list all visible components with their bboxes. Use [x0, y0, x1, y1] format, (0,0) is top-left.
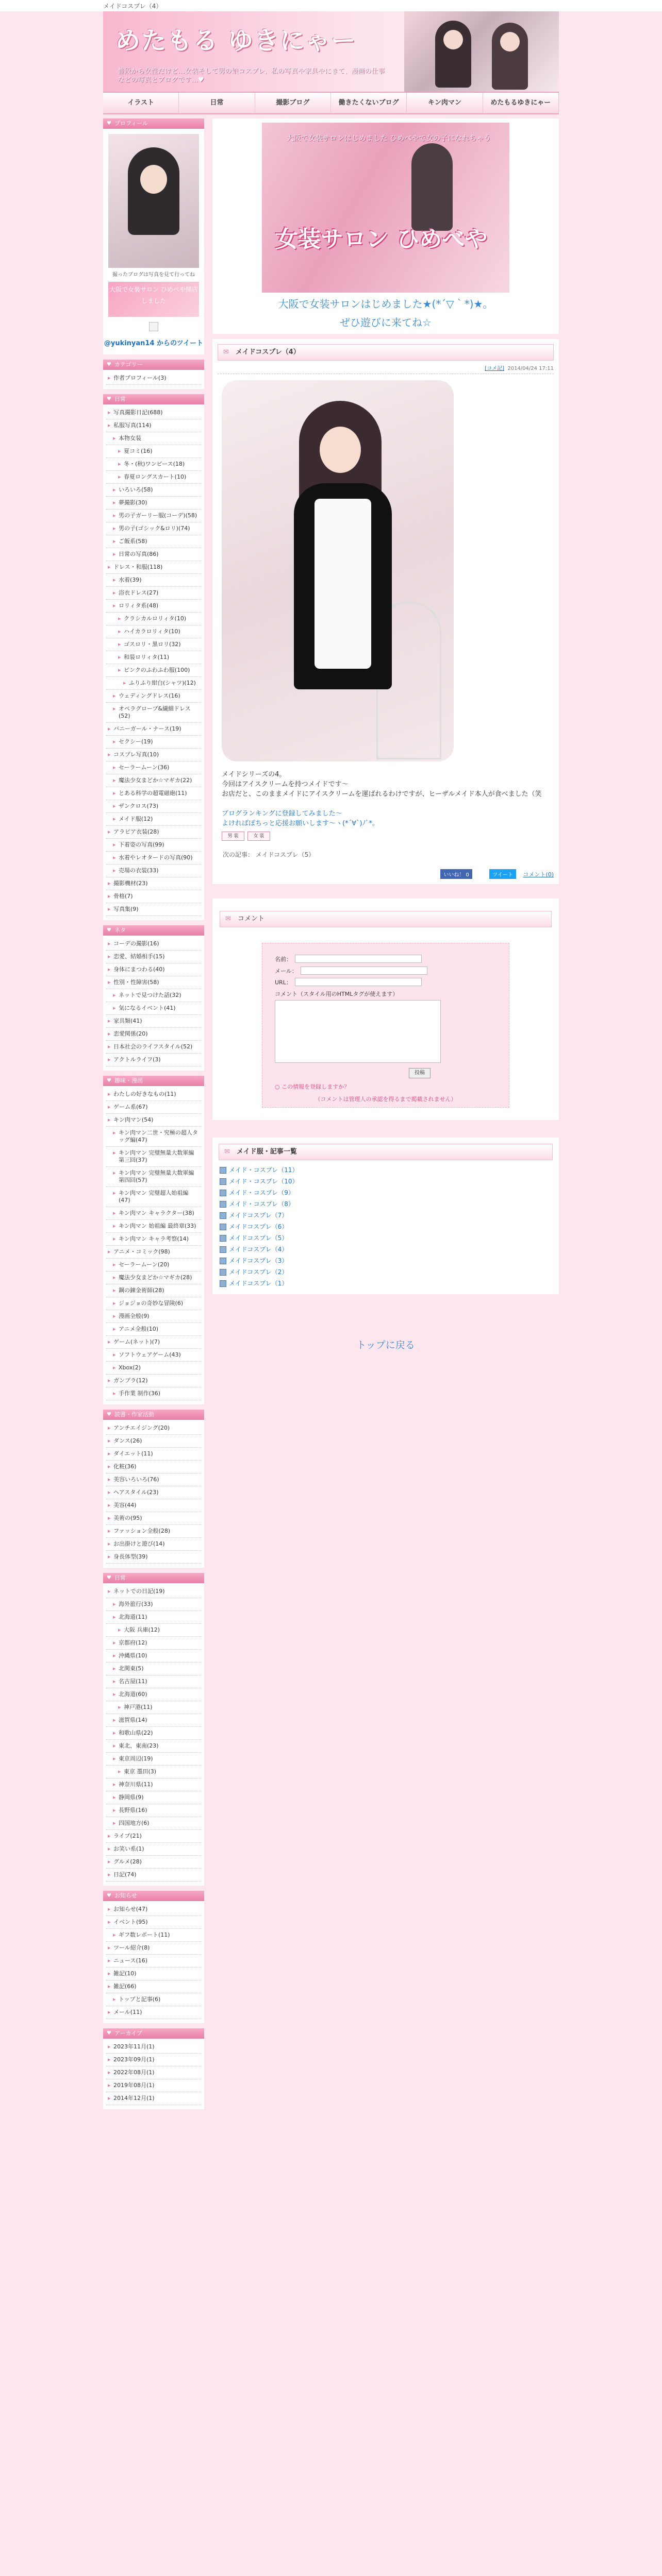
sidebar-item[interactable]: ▸ クラシカルロリィタ(10)	[106, 613, 201, 625]
sidebar-item[interactable]: ▸ 大阪 兵庫(12)	[106, 1624, 201, 1637]
sidebar-item[interactable]: ▸ グルメ(28)	[106, 1856, 201, 1869]
sidebar-item[interactable]: ▸ 下着姿の写真(99)	[106, 839, 201, 852]
sidebar-item[interactable]: ▸ ザンクロス(73)	[106, 800, 201, 813]
related-heading: ✉ メイド服・記事一覧	[219, 1144, 553, 1160]
comment-link[interactable]: [コメ記]	[485, 366, 504, 371]
ranking-line-1[interactable]: ブログランキングに登録してみました〜	[222, 810, 342, 818]
profile-heading: ♥ プロフィール	[103, 118, 204, 129]
url-input[interactable]	[295, 978, 422, 986]
share-bar	[218, 869, 554, 879]
twitter-widget-link[interactable]: @yukinyan14 からのツイート	[104, 340, 204, 347]
sidebar-item[interactable]: ▸ 男の子(ゴシック&ロリ)(74)	[106, 522, 201, 535]
sidebar-item[interactable]: ▸ 京都府(12)	[106, 1637, 201, 1650]
sidebar-item[interactable]: ▸ ふりふり紺白(シャツ)(12)	[106, 677, 201, 690]
sidebar-item[interactable]: ▸ ロリィタ系(48)	[106, 600, 201, 613]
sidebar-box	[103, 2028, 204, 2109]
nav-item-kinnikuman[interactable]: キン肉マン	[407, 93, 483, 113]
sidebar-box	[103, 1573, 204, 1886]
post-line: メイドシリーズの4。	[222, 771, 286, 778]
sidebar-item[interactable]: ▸ 海外旅行(33)	[106, 1598, 201, 1611]
url-label: URL：	[275, 979, 292, 986]
sidebar-item[interactable]: ▸ ご飯系(58)	[106, 535, 201, 548]
sidebar-box-heading: ♥ ネタ	[103, 925, 204, 936]
sidebar-item[interactable]: ▸ 長野県(16)	[106, 1804, 201, 1817]
related-post-link[interactable]: メイドコスプレ（3）	[219, 1256, 553, 1265]
post-line: 今回はアイスクリームを持つメイドです〜	[222, 781, 349, 788]
sidebar-item[interactable]: ▸ 日記(74)	[106, 1869, 201, 1882]
header-photo	[404, 11, 559, 92]
sidebar-item[interactable]: ▸ ゴスロリ・黒ロリ(32)	[106, 638, 201, 651]
sidebar-item[interactable]: ▸ 2022年08月(1)	[106, 2066, 201, 2079]
sidebar-item[interactable]: ▸ ギフ数レポート(11)	[106, 1929, 201, 1942]
site-header	[103, 11, 559, 93]
salon-ad-subtitle: 大阪で女装サロンはじめました ひめべやで女の子になれちゃう	[286, 134, 491, 143]
comment-form	[262, 943, 509, 1108]
sidebar-item[interactable]: ▸ ピンクのふわふわ服(100)	[106, 664, 201, 677]
sidebar-item[interactable]: ▸ ガンプラ(12)	[106, 1375, 201, 1387]
sidebar-item[interactable]: ▸ 2023年11月(1)	[106, 2041, 201, 2054]
sidebar-item[interactable]: ▸ コスプレ写真(10)	[106, 749, 201, 761]
sidebar-item[interactable]: ▸ 2019年08月(1)	[106, 2079, 201, 2092]
post-title[interactable]: ✉ メイドコスプレ（4）	[218, 344, 554, 361]
related-post-link[interactable]: メイドコスプレ（1）	[219, 1279, 553, 1288]
related-list-box	[212, 1138, 559, 1294]
sidebar-item[interactable]: ▸ キン肉マン キャラ考察(14)	[106, 1233, 201, 1246]
sidebar-item[interactable]: ▸ 作者プロフィール(3)	[106, 372, 201, 385]
sidebar-item[interactable]: ▸ アニメ全般(10)	[106, 1323, 201, 1336]
comment-box	[212, 899, 559, 1120]
salon-banner[interactable]: 大阪で女装サロン ひめべや開店しました	[108, 282, 199, 317]
sidebar-box	[103, 1076, 204, 1404]
sidebar-item[interactable]: ▸ ライブ(21)	[106, 1830, 201, 1843]
sidebar-item[interactable]: ▸ 性別・性障害(58)	[106, 976, 201, 989]
sidebar-box-heading: ♥ カテゴリー	[103, 360, 204, 370]
sidebar-item[interactable]: ▸ 鋼の錬金術師(28)	[106, 1284, 201, 1297]
sidebar-box-heading: ♥ 趣味・漫画	[103, 1076, 204, 1086]
sidebar-item[interactable]: ▸ キン肉マン 完璧超人始祖編(47)	[106, 1187, 201, 1207]
nav-item-daily[interactable]: 日常	[179, 93, 255, 113]
global-nav	[103, 93, 559, 114]
sidebar-item[interactable]: ▸ 売場の衣装(33)	[106, 865, 201, 877]
sidebar-item[interactable]: ▸ 美容いろいろ(76)	[106, 1473, 201, 1486]
sidebar-item[interactable]: ▸ バニーガール・ナース(19)	[106, 723, 201, 736]
sidebar-box	[103, 1891, 204, 2023]
sidebar-item[interactable]: ▸ 浴衣ドレス(27)	[106, 587, 201, 600]
sidebar-item[interactable]: ▸ 2014年12月(1)	[106, 2092, 201, 2105]
sidebar-item[interactable]: ▸ 恋愛、結婚相手(15)	[106, 951, 201, 963]
site-logo[interactable]: めたもる ゆきにゃー	[115, 26, 357, 55]
sidebar-item[interactable]: ▸ いろいろ(58)	[106, 484, 201, 497]
broken-image-icon	[149, 322, 158, 331]
salon-ad-image[interactable]	[262, 123, 509, 293]
ranking-line-2[interactable]: よければぽちっと応援お願いします〜ヽ(*´∀`)ﾉﾞ*｡	[222, 820, 376, 827]
sidebar-item[interactable]: ▸ アニメ・コミック(98)	[106, 1246, 201, 1259]
sidebar-item[interactable]: ▸ ウェディングドレス(16)	[106, 690, 201, 703]
sidebar-item[interactable]: ▸ お笑い系(1)	[106, 1843, 201, 1856]
blog-post	[212, 339, 559, 884]
sidebar-item[interactable]: ▸ キン肉マン 完璧無量大数軍編 第三回(37)	[106, 1147, 201, 1167]
sidebar-item[interactable]: ▸ アラビア衣装(28)	[106, 826, 201, 839]
sidebar-item[interactable]: ▸ わたしの好きなもの(11)	[106, 1088, 201, 1101]
salon-ad[interactable]	[212, 118, 559, 334]
sidebar-item[interactable]: ▸ 日常の写真(86)	[106, 548, 201, 561]
sidebar-item[interactable]: ▸ 身体にまつわる(40)	[106, 963, 201, 976]
sidebar-item[interactable]: ▸ 写真集(9)	[106, 903, 201, 916]
sidebar-item[interactable]: ▸ 東京周辺(19)	[106, 1753, 201, 1766]
profile-caption: 撮ったブログは写真を見て行ってね	[112, 272, 195, 278]
sidebar-box	[103, 925, 204, 1071]
sidebar-item[interactable]: ▸ ツール紹介(8)	[106, 1942, 201, 1955]
salon-ad-text-1[interactable]: 大阪で女装サロンはじめました★(*´▽｀*)★。	[278, 298, 493, 310]
sidebar-item[interactable]: ▸ 身長体型(39)	[106, 1551, 201, 1564]
sidebar-item[interactable]: ▸ 北関東(5)	[106, 1663, 201, 1675]
sidebar-item[interactable]: ▸ 北海道(11)	[106, 1611, 201, 1624]
sidebar-item[interactable]: ▸ ニュース(16)	[106, 1955, 201, 1968]
browser-tab-strip	[0, 0, 662, 11]
moderation-note: （コメントは管理人の承認を得るまで掲載されません）	[315, 1095, 457, 1103]
sidebar-item[interactable]: ▸ 和装ロリィタ(11)	[106, 651, 201, 664]
sidebar-item[interactable]: ▸ 東北、東南(23)	[106, 1740, 201, 1753]
sidebar-item[interactable]: ▸ 夏コミ(16)	[106, 445, 201, 458]
sidebar-item[interactable]: ▸ 写真撮影日記(688)	[106, 406, 201, 419]
sidebar-item[interactable]: ▸ ゲーム系(67)	[106, 1101, 201, 1114]
nav-item-photo-blog[interactable]: 撮影ブログ	[255, 93, 331, 113]
sidebar-item[interactable]: ▸ ネットで見つけた話(32)	[106, 989, 201, 1002]
related-post-link[interactable]: メイドコスプレ（7）	[219, 1211, 553, 1220]
sidebar-box	[103, 1410, 204, 1568]
sidebar-item[interactable]: ▸ ソフトウェアゲーム(43)	[106, 1349, 201, 1362]
tweet-button[interactable]: ツイート	[489, 869, 516, 879]
sidebar-item[interactable]: ▸ お知らせ(47)	[106, 1903, 201, 1916]
related-post-link[interactable]: メイド・コスプレ（11）	[219, 1165, 553, 1175]
sidebar-item[interactable]: ▸ 漫画全般(9)	[106, 1310, 201, 1323]
nav-item-metamoru[interactable]: めたもるゆきにゃー	[483, 93, 559, 113]
sidebar-box-heading: ♥ お知らせ	[103, 1891, 204, 1901]
related-post-link[interactable]: メイドコスプレ（4）	[219, 1245, 553, 1254]
salon-ad-title: 女装サロン ひめべや	[275, 226, 488, 252]
sidebar-item[interactable]: ▸ 神奈川県(11)	[106, 1778, 201, 1791]
sidebar-item[interactable]: ▸ 春夏ロングスカート(10)	[106, 471, 201, 484]
sidebar-item[interactable]: ▸ お出掛けと遊び(14)	[106, 1538, 201, 1551]
related-list	[219, 1165, 553, 1288]
sidebar-item[interactable]: ▸ キン肉マン キャラクター(38)	[106, 1207, 201, 1220]
sidebar-item[interactable]: ▸ 本物女装	[106, 432, 201, 445]
post-date: 2014/04/24 17:11	[507, 366, 554, 371]
sidebar-item[interactable]: ▸ ゲーム(ネット)(7)	[106, 1336, 201, 1349]
sidebar-item[interactable]: ▸ セーラームーン(20)	[106, 1259, 201, 1272]
sidebar-item[interactable]: ▸ 魔法少女まどか☆マギカ(22)	[106, 774, 201, 787]
sidebar-box-heading: ♥ 読書・作家活動	[103, 1410, 204, 1420]
sidebar-item[interactable]: ▸ アンチエイジング(20)	[106, 1422, 201, 1435]
sidebar-item[interactable]: ▸ 東京 墨田(3)	[106, 1766, 201, 1778]
page-wrapper	[103, 11, 559, 114]
sidebar-item[interactable]: ▸ 化粧(36)	[106, 1461, 201, 1473]
name-label: 名前：	[275, 956, 292, 963]
nav-item-illust[interactable]: イラスト	[103, 93, 179, 113]
sidebar-box	[103, 394, 204, 920]
next-post	[223, 850, 554, 859]
sidebar-item[interactable]: ▸ ダイエット(11)	[106, 1448, 201, 1461]
sidebar-item[interactable]: ▸ 恋愛関係(20)	[106, 1028, 201, 1041]
salon-ad-text-2[interactable]: ぜひ遊びに来てね☆	[340, 316, 432, 329]
related-post-link[interactable]: メイド・コスプレ（10）	[219, 1177, 553, 1186]
sidebar-item[interactable]: ▸ キン肉マン 始祖編 最終章(33)	[106, 1220, 201, 1233]
name-input[interactable]	[295, 955, 422, 963]
related-post-link[interactable]: メイドコスプレ（2）	[219, 1267, 553, 1277]
sidebar-item[interactable]: ▸ ドレス・和服(118)	[106, 561, 201, 574]
sidebar-item[interactable]: ▸ 神戸港(11)	[106, 1701, 201, 1714]
sidebar-item[interactable]: ▸ キン肉マン 完璧無量大数軍編 第四回(57)	[106, 1167, 201, 1187]
ranking-badge-male[interactable]: 男 装	[222, 832, 244, 841]
sidebar-item[interactable]: ▸ 雑記(66)	[106, 1980, 201, 1993]
back-to-top-link[interactable]: トップに戻る	[356, 1340, 415, 1351]
sidebar-item[interactable]: ▸ 家具類(41)	[106, 1015, 201, 1028]
sidebar-item[interactable]: ▸ ヘアスタイル(23)	[106, 1486, 201, 1499]
sidebar-item[interactable]: ▸ 四国地方(6)	[106, 1817, 201, 1830]
related-post-link[interactable]: メイドコスプレ（6）	[219, 1222, 553, 1231]
sidebar-item[interactable]: ▸ 水着(39)	[106, 574, 201, 587]
sidebar-box-heading: ♥ 日常	[103, 394, 204, 404]
sidebar-item[interactable]: ▸ イベント(95)	[106, 1916, 201, 1929]
next-post-prefix: 次の記事：	[223, 851, 254, 858]
post-photo[interactable]	[222, 380, 454, 761]
related-post-link[interactable]: メイド・コスプレ（9）	[219, 1188, 553, 1197]
sidebar-item[interactable]: ▸ 気になるイベント(41)	[106, 1002, 201, 1015]
sidebar-item[interactable]: ▸ 名古屋(11)	[106, 1675, 201, 1688]
sidebar-item[interactable]: ▸ 静岡県(9)	[106, 1791, 201, 1804]
next-post-link[interactable]: メイドコスプレ（5）	[255, 851, 315, 858]
main-column	[212, 118, 559, 1351]
sidebar-item[interactable]: ▸ キン肉マン二世・究極の超人タッグ編(47)	[106, 1127, 201, 1147]
sidebar-item[interactable]: ▸ ハイカラロリィタ(10)	[106, 625, 201, 638]
comment-textarea[interactable]	[275, 1000, 441, 1063]
sidebar-item[interactable]: ▸ 男の子ガーリー服(コーデ)(58)	[106, 510, 201, 522]
related-post-link[interactable]: メイド・コスプレ（8）	[219, 1199, 553, 1209]
sidebar-item[interactable]: ▸ 魔法少女まどか☆マギカ(28)	[106, 1272, 201, 1284]
sidebar-item[interactable]: ▸ メール(11)	[106, 2006, 201, 2019]
related-post-link[interactable]: メイドコスプレ（5）	[219, 1233, 553, 1243]
nav-item-work-blog[interactable]: 働きたくないブログ	[331, 93, 407, 113]
profile-box	[103, 118, 204, 354]
left-sidebar	[103, 118, 204, 2114]
sidebar-item[interactable]: ▸ 冬・(秋)ワンピース(18)	[106, 458, 201, 471]
sidebar-item[interactable]: ▸ メイド服(12)	[106, 813, 201, 826]
sidebar-item[interactable]: ▸ ファッション全般(28)	[106, 1525, 201, 1538]
remember-checkbox[interactable]: ○ この情報を登録しますか？	[275, 1083, 350, 1090]
sidebar-item[interactable]: ▸ ネットでの日記(19)	[106, 1585, 201, 1598]
mail-input[interactable]	[301, 967, 427, 975]
sidebar-item[interactable]: ▸ 雑記(10)	[106, 1968, 201, 1980]
sidebar-item[interactable]: ▸ 2023年09月(1)	[106, 2054, 201, 2066]
sidebar-item[interactable]: ▸ コーデの撮影(16)	[106, 938, 201, 951]
sidebar-item[interactable]: ▸ 美容(44)	[106, 1499, 201, 1512]
sidebar-item[interactable]: ▸ ダンス(26)	[106, 1435, 201, 1448]
ranking-badge-female[interactable]: 女 装	[247, 832, 270, 841]
sidebar-item[interactable]: ▸ 夢撮影(30)	[106, 497, 201, 510]
sidebar-item[interactable]: ▸ 骨格(7)	[106, 890, 201, 903]
sidebar-item[interactable]: ▸ オペラグローブ&繊細ドレス(52)	[106, 703, 201, 723]
comment-count-link[interactable]: コメント(0)	[523, 871, 554, 878]
post-meta	[218, 364, 554, 374]
post-body	[222, 770, 554, 828]
sidebar-item[interactable]: ▸ 撮影機材(23)	[106, 877, 201, 890]
sidebar-item[interactable]: ▸ 沖縄県(10)	[106, 1650, 201, 1663]
sidebar-item[interactable]: ▸ 私服写真(114)	[106, 419, 201, 432]
sidebar-item[interactable]: ▸ Xbox(2)	[106, 1362, 201, 1375]
sidebar-item[interactable]: ▸ キン肉マン(54)	[106, 1114, 201, 1127]
post-line: お店だと、このままメイドにアイスクリームを運ばれるわけですが、ヒーザルメイド本人が食べました（笑	[222, 790, 542, 798]
sidebar-item[interactable]: ▸ 和歌山県(22)	[106, 1727, 201, 1740]
sidebar-item[interactable]: ▸ トップと記事(6)	[106, 1993, 201, 2006]
sidebar-item[interactable]: ▸ アクトルライフ(3)	[106, 1054, 201, 1066]
sidebar-item[interactable]: ▸ 滋賀県(14)	[106, 1714, 201, 1727]
mail-label: メール：	[275, 968, 297, 974]
sidebar-item[interactable]: ▸ 美術の(95)	[106, 1512, 201, 1525]
sidebar-item[interactable]: ▸ 北海道(60)	[106, 1688, 201, 1701]
sidebar-item[interactable]: ▸ 日本社会のライフスタイル(52)	[106, 1041, 201, 1054]
sidebar-box-heading: ♥ 日常	[103, 1573, 204, 1583]
sidebar-item[interactable]: ▸ とある科学の超電磁砲(11)	[106, 787, 201, 800]
submit-comment-button[interactable]: 投稿	[409, 1068, 431, 1078]
sidebar-item[interactable]: ▸ ジョジョの奇妙な冒険(6)	[106, 1297, 201, 1310]
sidebar-box	[103, 360, 204, 389]
sidebar-item[interactable]: ▸ 水着やレオタードの写真(90)	[106, 852, 201, 865]
sidebar-item[interactable]: ▸ セーラームーン(36)	[106, 761, 201, 774]
facebook-like-button[interactable]: いいね！ 0	[440, 869, 472, 879]
site-description: 普段から女性だけど…女装そして男の娘コスプレ、私の写真や家具やにきて、漫画の仕事などの写真とブログです…♥	[118, 67, 385, 84]
sidebar-item[interactable]: ▸ セクシー(19)	[106, 736, 201, 749]
sidebar-item[interactable]: ▸ 手作業 制作(36)	[106, 1387, 201, 1400]
comment-body-label: コメント（スタイル用のHTMLタグが使えます）	[275, 990, 399, 997]
sidebar-box-heading: ♥ アーカイブ	[103, 2028, 204, 2039]
page-tab-title: メイドコスプレ（4）	[103, 3, 162, 10]
profile-photo[interactable]	[108, 134, 199, 268]
ranking-badges	[222, 832, 554, 841]
comment-heading: ✉ コメント	[220, 911, 552, 927]
